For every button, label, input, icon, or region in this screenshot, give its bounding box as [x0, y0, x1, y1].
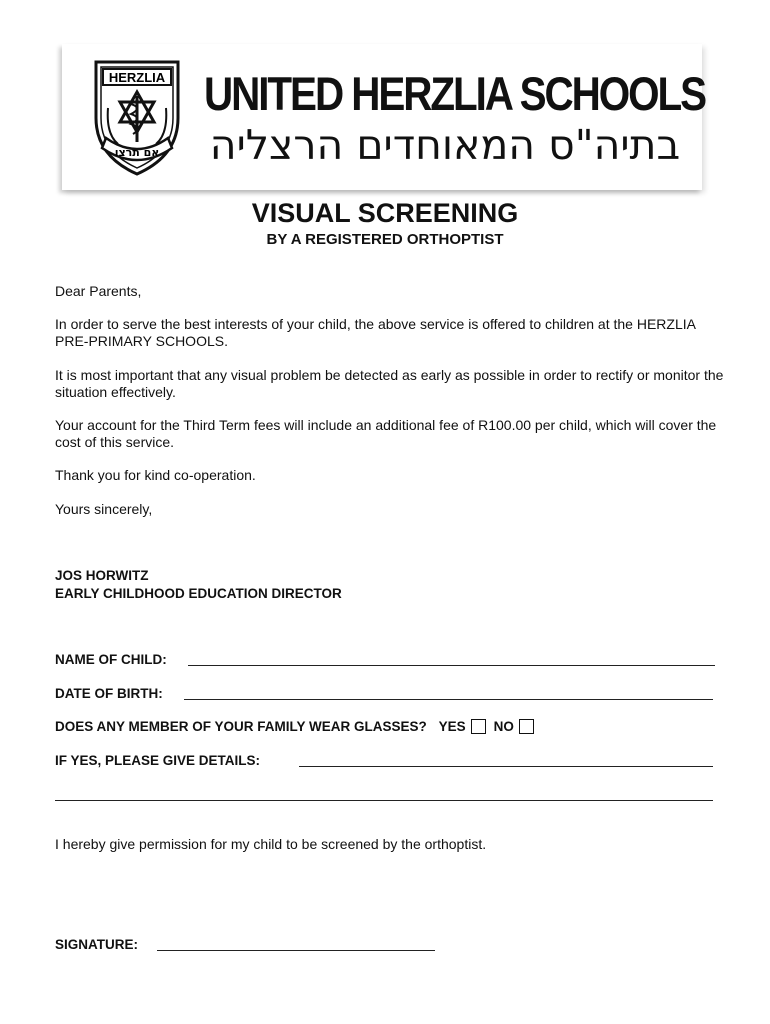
signature-row — [55, 936, 435, 956]
date-of-birth-label: DATE OF BIRTH: — [55, 686, 163, 701]
details-row — [55, 752, 713, 772]
school-crest-logo — [88, 56, 186, 178]
yes-label: YES — [438, 719, 466, 734]
date-of-birth-row — [55, 685, 713, 705]
paragraph-3: Your account for the Third Term fees will include an additional fee of R100.00 per child, which will cover the cost of this service. — [55, 417, 717, 450]
no-checkbox[interactable] — [519, 719, 534, 734]
no-label: NO — [493, 719, 514, 734]
details-extra-row — [55, 786, 713, 806]
details-label: IF YES, PLEASE GIVE DETAILS: — [55, 753, 261, 768]
name-of-child-row — [55, 651, 715, 671]
details-extra-field[interactable] — [55, 800, 713, 801]
signature-label: SIGNATURE: — [55, 937, 138, 952]
signature-field[interactable] — [157, 950, 435, 951]
signatory-name: JOS HORWITZ — [55, 568, 149, 583]
name-of-child-field[interactable] — [188, 665, 715, 666]
paragraph-1: In order to serve the best interests of your child, the above service is offered to children at the HERZLIA PRE-PRIMARY SCHOOLS. — [55, 316, 696, 349]
letterhead-banner — [62, 44, 706, 190]
glasses-question-label: DOES ANY MEMBER OF YOUR FAMILY WEAR GLASSES? — [55, 719, 427, 734]
document-title: VISUAL SCREENING — [251, 198, 519, 228]
salutation: Dear Parents, — [55, 283, 142, 299]
permission-text: I hereby give permission for my child to be screened by the orthoptist. — [55, 836, 487, 852]
date-of-birth-field[interactable] — [184, 699, 713, 700]
closing: Yours sincerely, — [55, 501, 153, 517]
crest-label: HERZLIA — [108, 70, 166, 85]
yes-checkbox[interactable] — [471, 719, 486, 734]
paragraph-2: It is most important that any visual problem be detected as early as possible in order to rectify or monitor the situation effectively. — [55, 367, 724, 400]
document-subtitle: BY A REGISTERED ORTHOPTIST — [266, 231, 504, 248]
glasses-question-row — [55, 718, 715, 738]
school-name-hebrew: בתיה"ס המאוחדים הרצליה — [209, 121, 681, 169]
crest-motto: אם תרצו — [114, 146, 160, 159]
name-of-child-label: NAME OF CHILD: — [55, 652, 167, 667]
school-name-english: UNITED HERZLIA SCHOOLS — [204, 67, 706, 120]
signatory-title: EARLY CHILDHOOD EDUCATION DIRECTOR — [55, 586, 342, 601]
details-field[interactable] — [299, 766, 713, 767]
paragraph-4: Thank you for kind co-operation. — [55, 467, 256, 483]
